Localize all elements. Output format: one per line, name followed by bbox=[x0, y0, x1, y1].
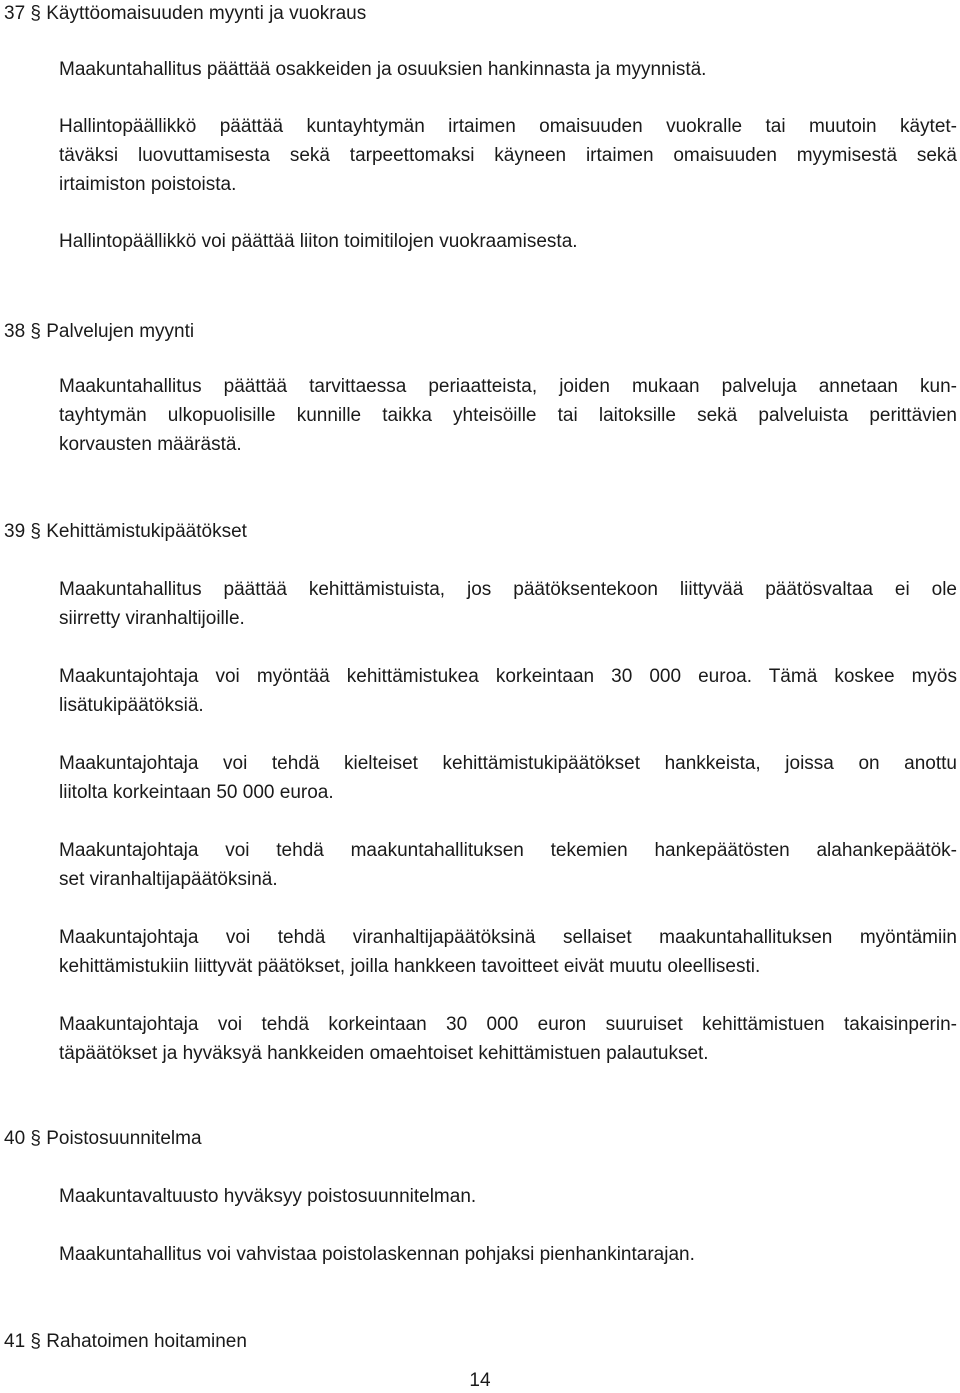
paragraph-line: täväksi luovuttamisesta sekä tarpeettomaksi käyneen irtaimen omaisuuden myymisestä sekä bbox=[59, 145, 957, 166]
paragraph-line: Maakuntahallitus päättää kehittämistuista, jos päätöksentekoon liittyvää päätösvaltaa ei ole bbox=[59, 579, 957, 600]
paragraph-line: irtaimiston poistoista. bbox=[59, 174, 237, 195]
paragraph-line: Maakuntajohtaja voi myöntää kehittämistukea korkeintaan 30 000 euroa. Tämä koskee myös bbox=[59, 666, 957, 687]
paragraph bbox=[59, 1010, 957, 1068]
paragraph-line: siirretty viranhaltijoille. bbox=[59, 608, 245, 629]
paragraph-line: Maakuntahallitus voi vahvistaa poistolaskennan pohjaksi pienhankintarajan. bbox=[59, 1244, 695, 1265]
paragraph-line: lisätukipäätöksiä. bbox=[59, 695, 204, 716]
paragraph bbox=[59, 575, 957, 633]
paragraph-line: Maakuntajohtaja voi tehdä viranhaltijapäätöksinä sellaiset maakuntahallituksen myöntämiin bbox=[59, 927, 957, 948]
section-heading-37: 37 § Käyttöomaisuuden myynti ja vuokraus bbox=[4, 3, 367, 24]
paragraph-line: korvausten määrästä. bbox=[59, 434, 242, 455]
paragraph bbox=[59, 112, 957, 199]
paragraph-line: Maakuntahallitus päättää osakkeiden ja osuuksien hankinnasta ja myynnistä. bbox=[59, 59, 707, 80]
paragraph-line: Maakuntavaltuusto hyväksyy poistosuunnitelman. bbox=[59, 1186, 477, 1207]
paragraph-line: kehittämistukiin liittyvät päätökset, joilla hankkeen tavoitteet eivät muutu oleellisesti. bbox=[59, 956, 761, 977]
paragraph bbox=[59, 227, 957, 256]
paragraph bbox=[59, 372, 957, 459]
paragraph-line: Maakuntajohtaja voi tehdä maakuntahallituksen tekemien hankepäätösten alahankepäätök- bbox=[59, 840, 957, 861]
paragraph-line: Maakuntajohtaja voi tehdä kielteiset kehittämistukipäätökset hankkeista, joissa on anottu bbox=[59, 753, 957, 774]
paragraph-line: Hallintopäällikkö päättää kuntayhtymän irtaimen omaisuuden vuokralle tai muutoin käytet- bbox=[59, 116, 957, 137]
paragraph bbox=[59, 1182, 957, 1211]
paragraph bbox=[59, 662, 957, 720]
paragraph-line: tayhtymän ulkopuolisille kunnille taikka yhteisöille tai laitoksille sekä palveluista perittävien bbox=[59, 405, 957, 426]
page-number: 14 bbox=[469, 1370, 491, 1391]
paragraph bbox=[59, 749, 957, 807]
paragraph-line: set viranhaltijapäätöksinä. bbox=[59, 869, 278, 890]
paragraph bbox=[59, 836, 957, 894]
paragraph bbox=[59, 1240, 957, 1269]
paragraph bbox=[59, 55, 957, 84]
section-heading-38: 38 § Palvelujen myynti bbox=[4, 321, 195, 342]
paragraph-line: Maakuntahallitus päättää tarvittaessa periaatteista, joiden mukaan palveluja annetaan kun- bbox=[59, 376, 957, 397]
section-heading-40: 40 § Poistosuunnitelma bbox=[4, 1128, 202, 1149]
paragraph-line: täpäätökset ja hyväksyä hankkeiden omaehtoiset kehittämistuen palautukset. bbox=[59, 1043, 709, 1064]
paragraph-line: Maakuntajohtaja voi tehdä korkeintaan 30 000 euron suuruiset kehittämistuen takaisinperin- bbox=[59, 1014, 957, 1035]
section-heading-41: 41 § Rahatoimen hoitaminen bbox=[4, 1331, 247, 1352]
paragraph bbox=[59, 923, 957, 981]
paragraph-line: liitolta korkeintaan 50 000 euroa. bbox=[59, 782, 334, 803]
section-heading-39: 39 § Kehittämistukipäätökset bbox=[4, 521, 247, 542]
paragraph-line: Hallintopäällikkö voi päättää liiton toimitilojen vuokraamisesta. bbox=[59, 231, 578, 252]
